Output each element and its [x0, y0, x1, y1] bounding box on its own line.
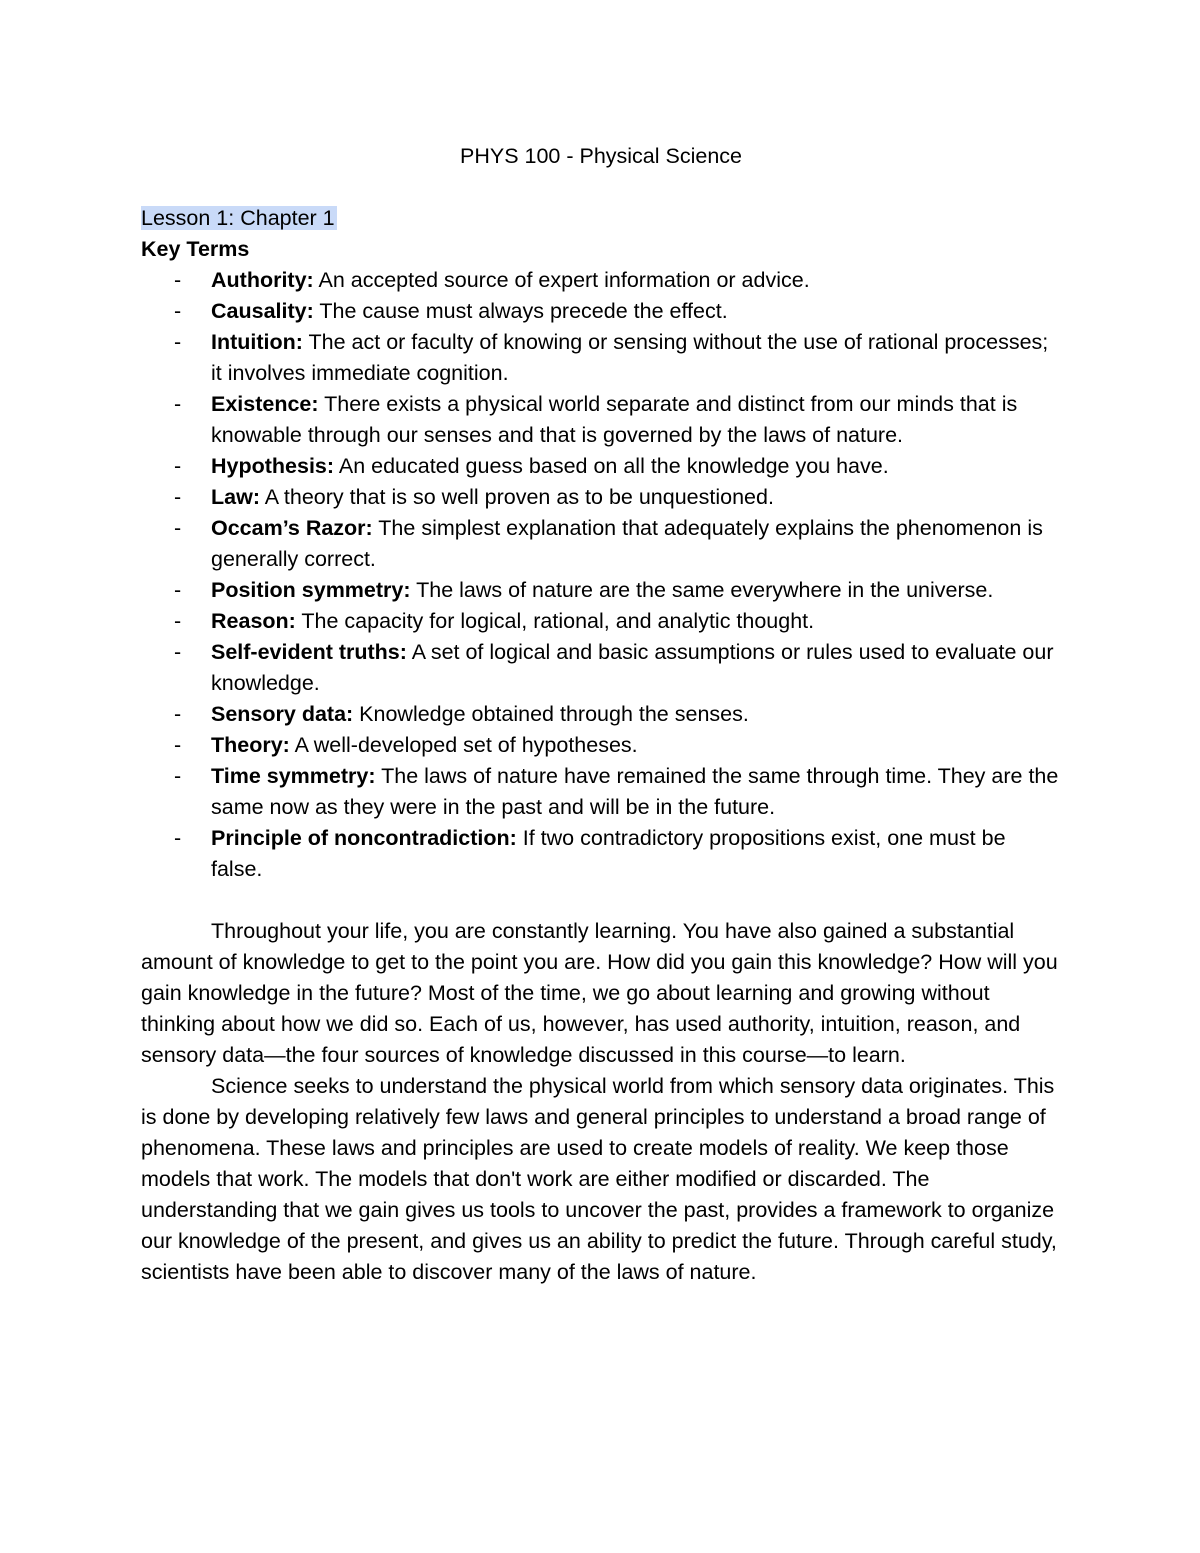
- term-name: Position symmetry:: [211, 578, 411, 602]
- bullet-dash: -: [174, 764, 182, 788]
- term-definition: If two contradictory propositions exist, one must be false.: [211, 826, 1006, 881]
- term-item-reason: [141, 606, 1061, 637]
- term-item-existence: [141, 389, 1061, 451]
- term-name: Law:: [211, 485, 260, 509]
- term-definition: Knowledge obtained through the senses.: [353, 702, 749, 726]
- term-definition: There exists a physical world separate and distinct from our minds that is knowable through our senses and that is governed by the laws of nature.: [211, 392, 1018, 447]
- bullet-dash: -: [174, 516, 182, 540]
- bullet-dash: -: [174, 485, 182, 509]
- document-body: [141, 140, 1061, 1288]
- term-name: Authority:: [211, 268, 314, 292]
- term-definition: The capacity for logical, rational, and analytic thought.: [295, 609, 815, 633]
- term-definition: A theory that is so well proven as to be unquestioned.: [259, 485, 774, 509]
- term-name: Hypothesis:: [211, 454, 335, 478]
- term-name: Intuition:: [211, 330, 303, 354]
- bullet-dash: -: [174, 392, 182, 416]
- lesson-heading-line: [141, 203, 1061, 234]
- term-name: Principle of noncontradiction:: [211, 826, 517, 850]
- bullet-dash: -: [174, 826, 182, 850]
- term-item-principle-of-noncontradiction: [141, 823, 1061, 885]
- term-definition: A set of logical and basic assumptions or rules used to evaluate our knowledge.: [211, 640, 1054, 695]
- bullet-dash: -: [174, 268, 182, 292]
- term-definition: An accepted source of expert information or advice.: [313, 268, 810, 292]
- term-name: Time symmetry:: [211, 764, 376, 788]
- term-item-time-symmetry: [141, 761, 1061, 823]
- document-title: PHYS 100 - Physical Science: [459, 144, 743, 168]
- bullet-dash: -: [174, 330, 182, 354]
- bullet-dash: -: [174, 454, 182, 478]
- term-definition: The laws of nature are the same everywhere in the universe.: [410, 578, 994, 602]
- bullet-dash: -: [174, 609, 182, 633]
- term-name: Existence:: [211, 392, 319, 416]
- lesson-heading: Lesson 1: Chapter 1: [141, 206, 335, 230]
- blank-line: [141, 885, 1061, 916]
- term-item-theory: [141, 730, 1061, 761]
- term-name: Occam’s Razor:: [211, 516, 373, 540]
- term-item-authority: [141, 265, 1061, 296]
- term-item-position-symmetry: [141, 575, 1061, 606]
- term-name: Theory:: [211, 733, 290, 757]
- term-definition: An educated guess based on all the knowledge you have.: [334, 454, 889, 478]
- term-item-law: [141, 482, 1061, 513]
- term-definition: The act or faculty of knowing or sensing without the use of rational processes; it involves immediate cognition.: [211, 330, 1049, 385]
- term-item-causality: [141, 296, 1061, 327]
- term-item-self-evident-truths: [141, 637, 1061, 699]
- term-name: Reason:: [211, 609, 296, 633]
- key-terms-heading: Key Terms: [141, 237, 250, 261]
- bullet-dash: -: [174, 299, 182, 323]
- bullet-dash: -: [174, 733, 182, 757]
- term-definition: A well-developed set of hypotheses.: [289, 733, 638, 757]
- bullet-dash: -: [174, 640, 182, 664]
- term-item-hypothesis: [141, 451, 1061, 482]
- term-item-sensory-data: [141, 699, 1061, 730]
- term-name: Causality:: [211, 299, 314, 323]
- term-name: Self-evident truths:: [211, 640, 407, 664]
- term-item-occams-razor: [141, 513, 1061, 575]
- term-definition: The cause must always precede the effect.: [313, 299, 728, 323]
- bullet-dash: -: [174, 578, 182, 602]
- key-terms-list: [141, 265, 1061, 885]
- bullet-dash: -: [174, 702, 182, 726]
- term-definition: The simplest explanation that adequately explains the phenomenon is generally correct.: [211, 516, 1043, 571]
- body-paragraph-1: Throughout your life, you are constantly learning. You have also gained a substantial amount of knowledge to get to the point you are. How did you gain this knowledge? How will you gain knowledge in the future? Most of the time, we go about learning and growing without thinking about how we did so. Each of us, however, has used authority, intuition, reason, and sensory data—the four sources of knowledge discussed in this course—to learn.: [141, 919, 1058, 1067]
- term-name: Sensory data:: [211, 702, 354, 726]
- term-item-intuition: [141, 327, 1061, 389]
- body-paragraph-2: Science seeks to understand the physical world from which sensory data originates. This is done by developing relatively few laws and general principles to understand a broad range of phenomena. These laws and principles are used to create models of reality. We keep those models that work. The models that don't work are either modified or discarded. The understanding that we gain gives us tools to uncover the past, provides a framework to organize our knowledge of the present, and gives us an ability to predict the future. Through careful study, scientists have been able to discover many of the laws of nature.: [141, 1074, 1057, 1284]
- term-definition: The laws of nature have remained the same through time. They are the same now as they were in the past and will be in the future.: [211, 764, 1059, 819]
